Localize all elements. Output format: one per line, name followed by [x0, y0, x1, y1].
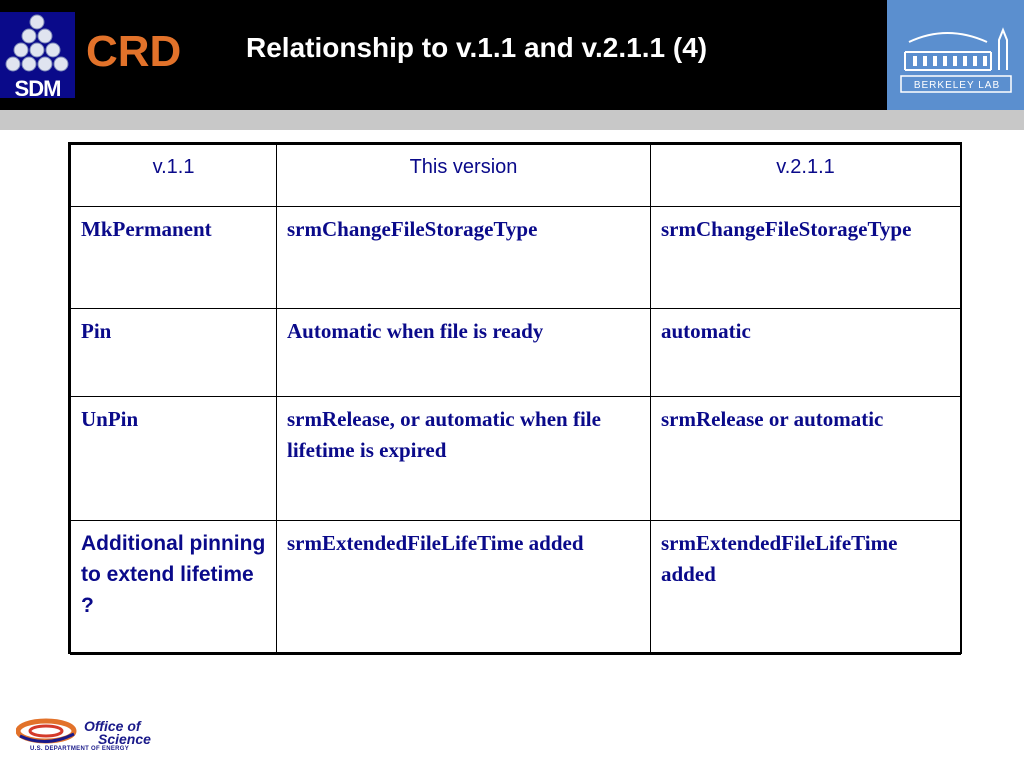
table-cell: srmRelease or automatic [651, 397, 961, 521]
berkeley-lab-text: BERKELEY LAB [913, 80, 1001, 91]
header-divider-band [0, 110, 1024, 130]
table-cell: MkPermanent [71, 207, 277, 309]
sdm-logo [0, 12, 75, 101]
sdm-logo-text: SDM [14, 76, 61, 101]
office-of-science-logo [16, 718, 168, 754]
table-row [71, 397, 961, 521]
science-text: Science [98, 731, 151, 747]
berkeley-lab-logo [887, 0, 1024, 110]
table-cell: Pin [71, 309, 277, 397]
page-title: Relationship to v.1.1 and v.2.1.1 (4) [246, 32, 708, 63]
office-of-science-swirl-icon [16, 718, 82, 746]
table-cell: srmChangeFileStorageType [277, 207, 651, 309]
table-cell: Automatic when file is ready [277, 309, 651, 397]
table-cell: srmChangeFileStorageType [651, 207, 961, 309]
berkeley-lab-building-icon [887, 0, 1024, 110]
table-cell: automatic [651, 309, 961, 397]
office-of-text: Office of [84, 718, 141, 734]
table-row [71, 207, 961, 309]
column-header-this-version: This version [277, 145, 651, 207]
comparison-table [68, 142, 962, 654]
column-header-v11: v.1.1 [71, 145, 277, 207]
table-cell: UnPin [71, 397, 277, 521]
table-cell: srmExtendedFileLifeTime added [277, 521, 651, 655]
table-header-row [71, 145, 961, 207]
table-cell: Additional pinning to extend lifetime ? [71, 521, 277, 655]
crd-logo-text: CRD [86, 27, 182, 76]
table-row [71, 521, 961, 655]
column-header-v211: v.2.1.1 [651, 145, 961, 207]
header-band [0, 0, 1024, 110]
table-cell: srmRelease, or automatic when file lifetime is expired [277, 397, 651, 521]
table-row [71, 309, 961, 397]
table-cell: srmExtendedFileLifeTime added [651, 521, 961, 655]
doe-text: U.S. DEPARTMENT OF ENERGY [30, 746, 130, 752]
